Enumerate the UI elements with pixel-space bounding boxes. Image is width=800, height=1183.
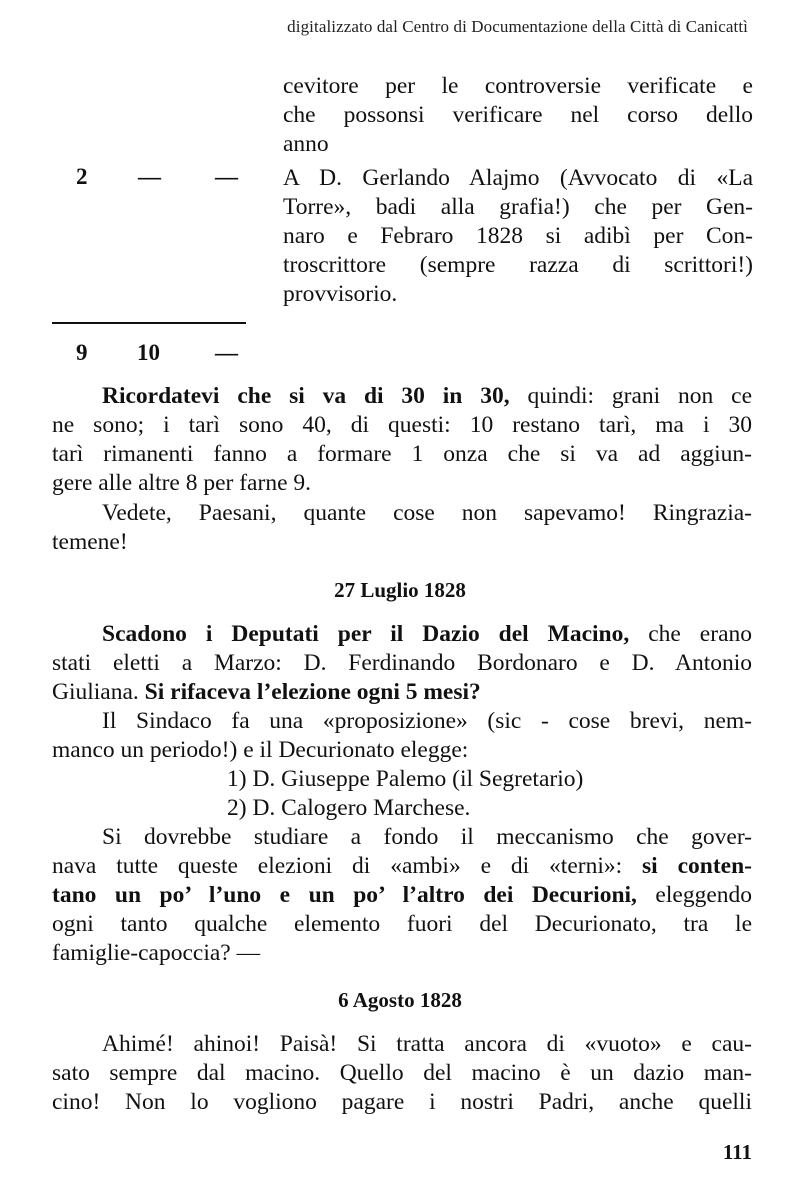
paragraph-sindaco xyxy=(52,707,752,765)
ledger-total-onze: 9 xyxy=(76,340,88,365)
ledger-entry-2 xyxy=(283,164,753,309)
bold-phrase: Ricordatevi che si va di 30 in 30, xyxy=(102,383,510,409)
text-line: Si dovrebbe studiare a fondo il meccanismo che gover- xyxy=(102,824,752,850)
text-line: A D. Gerlando Alajmo (Avvocato di «La xyxy=(283,165,753,191)
text-line: che possonsi verificare nel corso dello xyxy=(283,102,753,128)
text-span: che erano xyxy=(629,621,752,647)
paragraph-deputati xyxy=(52,620,752,707)
text-line: sato sempre dal macino. Quello del macino è un dazio man- xyxy=(52,1060,752,1086)
text-line: tarì rimanenti fanno a formare 1 onza che si va ad aggiun- xyxy=(52,441,752,467)
section-heading-date: 6 Agosto 1828 xyxy=(338,988,462,1012)
text-line: cino! Non lo vogliono pagare i nostri Padri, anche quelli xyxy=(52,1089,752,1115)
paragraph-ahime xyxy=(52,1030,752,1117)
paragraph-meccanismo xyxy=(52,823,752,968)
text-line: famiglie-capoccia? — xyxy=(52,940,261,966)
ledger-col-tari: — xyxy=(138,164,161,189)
text-span: nava tutte queste elezioni di «ambi» e di «terni»: xyxy=(52,853,643,879)
text-line xyxy=(52,382,752,411)
text-line: Torre», badi alla grafia!) che per Gen- xyxy=(283,194,753,220)
text-line: Vedete, Paesani, quante cose non sapevamo! Ringrazia- xyxy=(102,500,752,526)
text-line: troscrittore (sempre razza di scrittori!) xyxy=(283,252,753,278)
paragraph-ringraziatemene xyxy=(52,499,752,557)
ledger-entry-continuation xyxy=(283,72,753,159)
text-line: naro e Febraro 1828 si adibì per Con- xyxy=(283,223,753,249)
page-number: 111 xyxy=(722,1140,752,1164)
bold-phrase: si conten- xyxy=(642,853,752,879)
text-line: anno xyxy=(283,131,329,157)
text-line: stati eletti a Marzo: D. Ferdinando Bordonaro e D. Antonio xyxy=(52,650,752,676)
text-line: ne sono; i tarì sono 40, di questi: 10 restano tarì, ma i 30 xyxy=(52,412,752,438)
bold-phrase: Si rifaceva l’elezione ogni 5 mesi? xyxy=(144,679,481,705)
bold-phrase: Scadono i Deputati per il Dazio del Macino, xyxy=(102,621,630,647)
text-line: ogni tanto qualche elemento fuori del Decurionato, tra le xyxy=(52,911,752,937)
ledger-col-grani: — xyxy=(215,164,238,189)
text-line: manco un periodo!) e il Decurionato elegge: xyxy=(52,737,469,763)
digitization-watermark: digitalizzato dal Centro di Documentazione della Città di Canicattì xyxy=(287,17,748,36)
text-line: temene! xyxy=(52,529,128,555)
bold-phrase: tano un po’ l’uno e un po’ l’altro dei Decurioni, xyxy=(52,882,637,908)
text-line xyxy=(52,678,752,707)
text-line xyxy=(52,620,752,649)
text-line xyxy=(52,852,752,881)
ledger-col-onze: 2 xyxy=(76,164,88,189)
ledger-total-tari: 10 xyxy=(137,340,160,365)
text-span: eleggendo xyxy=(636,882,753,908)
ledger-total-grani: — xyxy=(215,340,238,365)
text-span: quindi: grani non ce xyxy=(509,383,752,409)
section-heading-date: 27 Luglio 1828 xyxy=(334,578,466,602)
paragraph-conversion xyxy=(52,382,752,498)
text-line: gere alle altre 8 per farne 9. xyxy=(52,470,311,496)
list-item: 2) D. Calogero Marchese. xyxy=(227,795,471,821)
text-line: Ahimé! ahinoi! Paisà! Si tratta ancora di «vuoto» e cau- xyxy=(102,1031,752,1057)
text-line: cevitore per le controversie verificate e xyxy=(283,73,753,99)
text-span: Giuliana. xyxy=(52,679,145,705)
text-line xyxy=(52,881,752,910)
text-line: Il Sindaco fa una «proposizione» (sic - cose brevi, nem- xyxy=(102,708,752,734)
list-item: 1) D. Giuseppe Palemo (il Segretario) xyxy=(227,766,584,792)
text-line: provvisorio. xyxy=(283,281,398,307)
ledger-total-rule xyxy=(52,322,246,324)
